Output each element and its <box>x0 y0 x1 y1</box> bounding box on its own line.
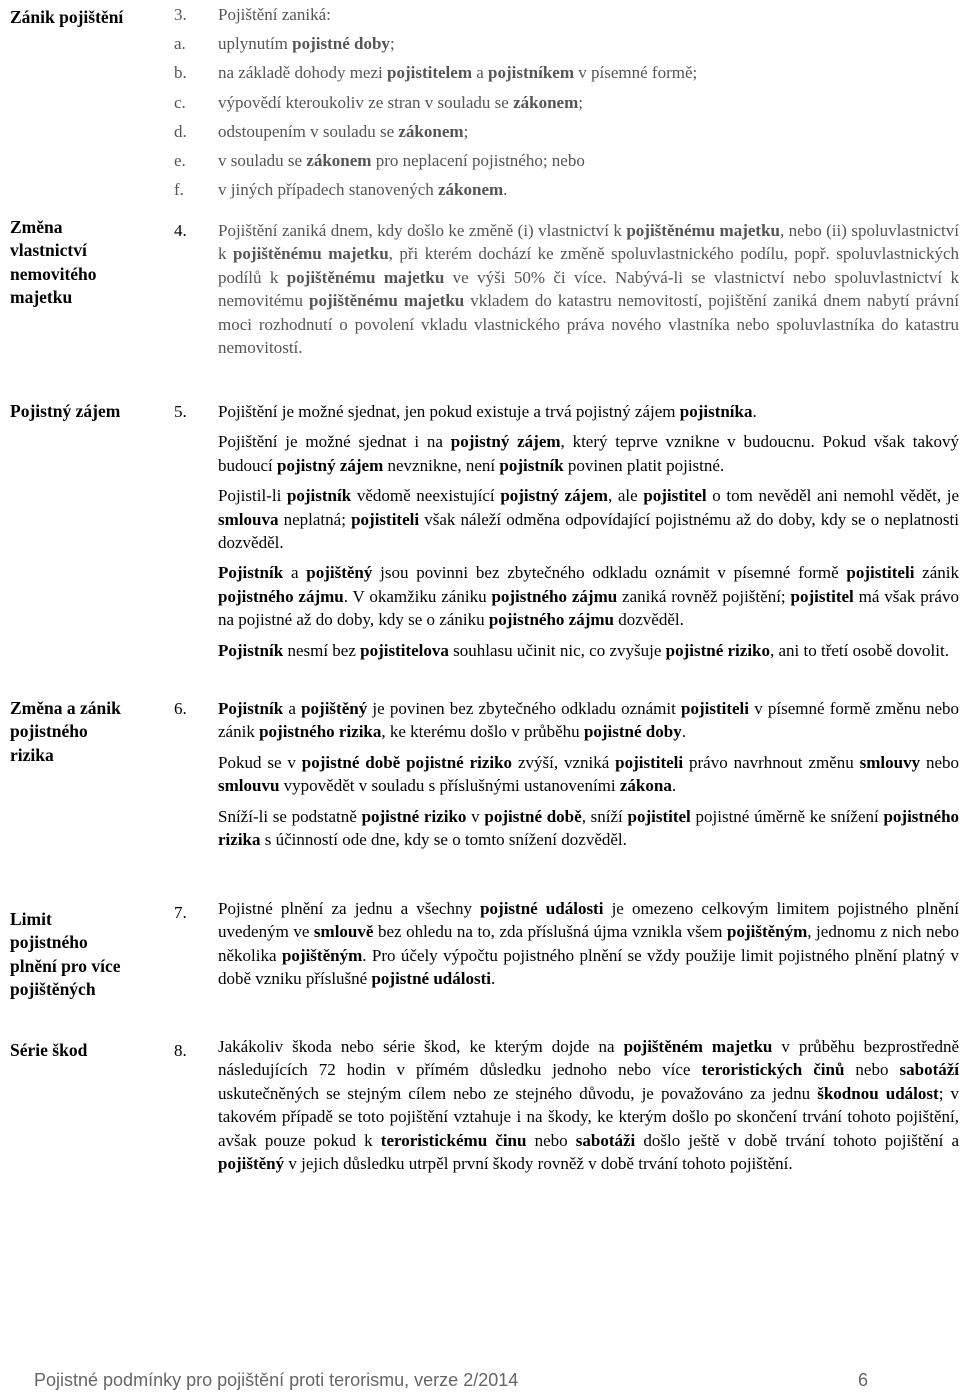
list-intro: Pojištění zaniká: <box>218 5 331 24</box>
side-heading: Zánik pojištění <box>10 7 124 27</box>
side-heading: Série škod <box>10 1040 88 1060</box>
clause-text: Pojistné plnění za jednu a všechny pojistné události je omezeno celkovým limitem pojistného plnění uvedeným ve smlouvě bez ohledu na to, zda příslušná újma vznikla všem pojištěným, jednomu z nich nebo několika pojištěným. Pro účely výpočtu pojistného plnění se vždy použije limit pojistného plnění platný v době vzniku příslušné pojistné události. <box>218 899 960 989</box>
section-pojistny-zajem <box>10 400 960 662</box>
paragraph: Pojistník a pojištěný jsou povinni bez zbytečného odkladu oznámit v písemné formě pojistiteli zánik pojistného zájmu. V okamžiku zániku pojistného zájmu zaniká rovněž pojištění; pojistitel má však právo na pojistné až do doby, kdy se o zániku pojistného zájmu dozvěděl. <box>218 563 959 630</box>
paragraph: Sníží-li se podstatně pojistné riziko v pojistné době, sníží pojistitel pojistné úměrně ke snížení pojistného rizika s účinností ode dne, kdy se o tomto snížení dozvěděl. <box>218 806 960 850</box>
page-footer <box>34 1369 894 1392</box>
section-zmena-rizika <box>10 697 960 851</box>
clause-text: Pojištění zaniká dnem, kdy došlo ke změně (i) vlastnictví k pojištěnému majetku, nebo (ii) spoluvlastnictví k pojištěnému majetku, při kterém dochází ke změně spoluvlastnického podílu, popř. spoluvlastnických podílů k pojištěnému majetku ve výši 50% či více. Nabývá-li se vlastnictví nebo spoluvlastnictví k nemovitému pojištěnému majetku vkladem do katastru nemovitostí, pojištění zaniká dnem nabytí právní moci rozhodnutí o povolení vkladu vlastnického práva nového vlastníka nebo spoluvlastníka do katastru nemovitostí. <box>218 221 960 358</box>
paragraph: Pojištění je možné sjednat i na pojistný zájem, který teprve vznikne v budoucnu. Pokud však takový budoucí pojistný zájem nevznikne, není pojistník povinen platit pojistné. <box>218 432 959 475</box>
list-item: d. odstoupením v souladu se zákonem; <box>174 121 469 141</box>
side-heading: Změna vlastnictví nemovitého majetku <box>10 217 97 308</box>
section-zmena-vlastnictvi <box>10 212 960 359</box>
termination-list <box>174 0 960 204</box>
clause-text <box>218 400 959 662</box>
clause-number: 8. <box>174 1041 187 1060</box>
list-item: a. uplynutím pojistné doby; <box>174 34 395 54</box>
page-number: 6 <box>858 1370 869 1390</box>
paragraph: Pojistník a pojištěný je povinen bez zbytečného odkladu oznámit pojistiteli v písemné formě změnu nebo zánik pojistného rizika, ke kterému došlo v průběhu pojistné doby. <box>218 699 960 742</box>
clause-number: 5. <box>174 402 187 421</box>
side-heading: Limit pojistného plnění pro více pojištěných <box>10 909 121 1000</box>
section-limit-plneni <box>10 897 960 1000</box>
section-serie-skod <box>10 1035 960 1175</box>
side-heading: Změna a zánik pojistného rizika <box>10 698 121 765</box>
list-item: e. v souladu se zákonem pro neplacení pojistného; nebo <box>174 150 585 170</box>
list-item: f. v jiných případech stanovených zákonem. <box>174 180 508 200</box>
section-zanik-pojisteni <box>10 0 960 200</box>
clause-number: 3. <box>174 5 187 24</box>
paragraph: Pojistník nesmí bez pojistitelova souhlasu učinit nic, co zvyšuje pojistné riziko, ani to třetí osobě dovolit. <box>218 640 949 660</box>
clause-number: 7. <box>174 903 187 922</box>
clause-number: 6. <box>174 699 187 718</box>
list-item: c. výpovědí kteroukoliv ze stran v souladu se zákonem; <box>174 92 583 112</box>
paragraph: Pojištění je možné sjednat, jen pokud existuje a trvá pojistný zájem pojistníka. <box>218 402 757 421</box>
clause-text <box>218 697 959 851</box>
paragraph: Pojistil-li pojistník vědomě neexistující pojistný zájem, ale pojistitel o tom nevěděl ani nemohl vědět, je smlouva neplatná; pojistiteli však náleží odměna odpovídající pojistnému až do doby, kdy se o neplatnosti dozvěděl. <box>218 486 960 553</box>
list-item: b. na základě dohody mezi pojistitelem a pojistníkem v písemné formě; <box>174 63 698 83</box>
clause-number: 4. <box>174 221 187 240</box>
footer-title: Pojistné podmínky pro pojištění proti terorismu, verze 2/2014 <box>34 1370 519 1390</box>
paragraph: Pokud se v pojistné době pojistné riziko zvýší, vzniká pojistiteli právo navrhnout změnu smlouvy nebo smlouvu vypovědět v souladu s příslušnými ustanoveními zákona. <box>218 752 959 796</box>
clause-text: Jakákoliv škoda nebo série škod, ke kterým dojde na pojištěném majetku v průběhu bezprostředně následujících 72 hodin v přímém důsledku jednoho nebo více teroristických činů nebo sabotáží uskutečněných se stejným cílem nebo ze stejného důvodu, je považováno za jednu škodnou událost; v takovém případě se toto pojištění vztahuje i na škody, ke kterým došlo po skončení trvání tohoto pojištění, avšak pouze pokud k teroristickému činu nebo sabotáži došlo ještě v době trvání tohoto pojištění a pojištěný v jejich důsledku utrpěl první škody rovněž v době trvání tohoto pojištění. <box>218 1037 960 1174</box>
side-heading: Pojistný zájem <box>10 401 121 421</box>
